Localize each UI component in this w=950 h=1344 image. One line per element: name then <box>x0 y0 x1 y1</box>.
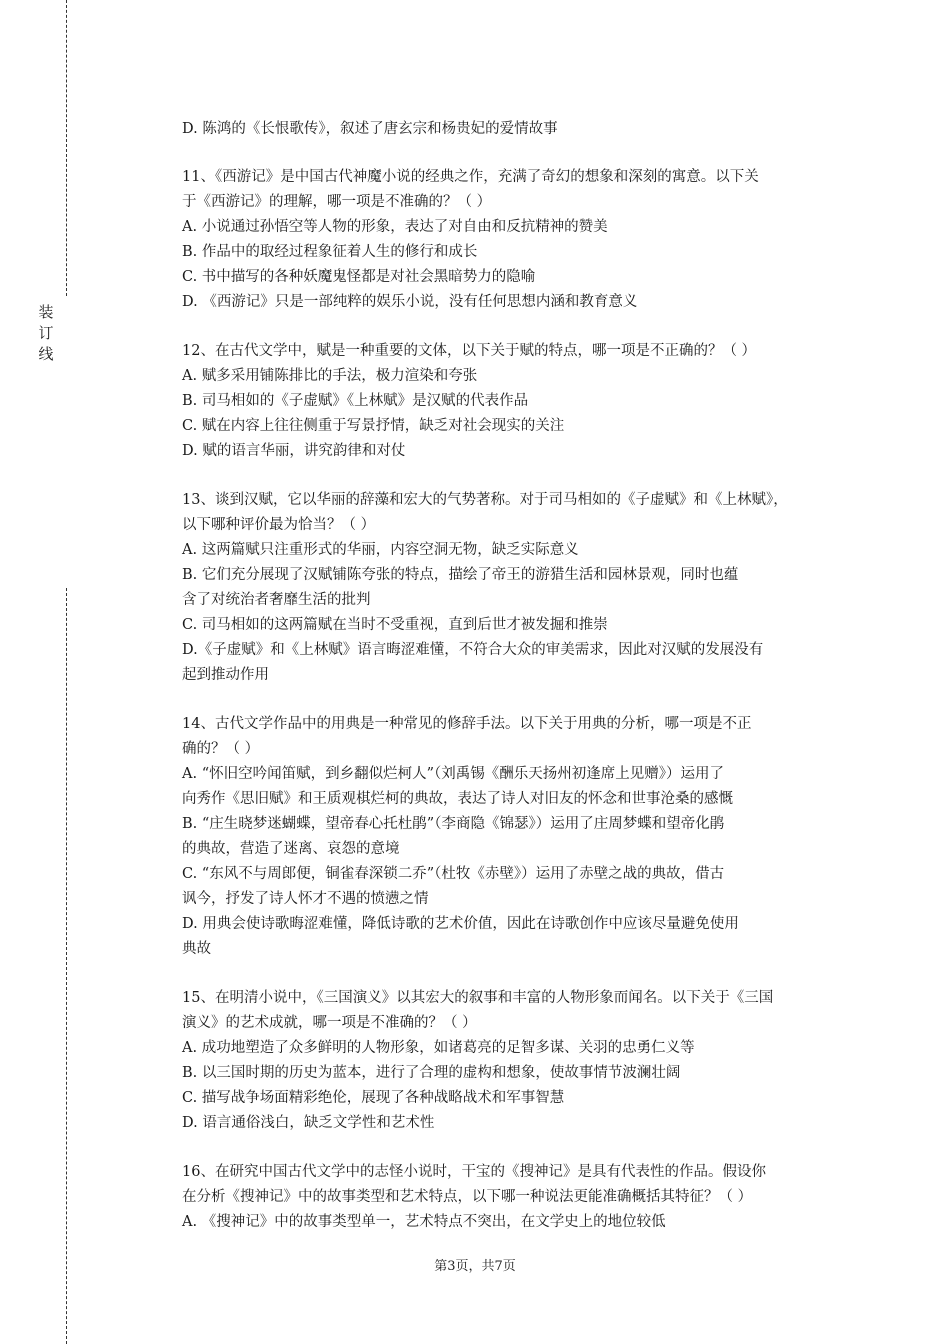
option-d: D. 语言通俗浅白，缺乏文学性和艺术性 <box>182 1115 435 1131</box>
question-10-continuation <box>182 117 854 142</box>
option-a: A. 这两篇赋只注重形式的华丽，内容空洞无物，缺乏实际意义 <box>182 542 579 558</box>
option-c: C. 赋在内容上往往侧重于写景抒情，缺乏对社会现实的关注 <box>182 418 565 434</box>
question-stem-line: 13、谈到汉赋，它以华丽的辞藻和宏大的气势著称。对于司马相如的《子虚赋》和《上林赋》， <box>182 492 788 508</box>
question-stem-line: 11、《西游记》是中国古代神魔小说的经典之作，充满了奇幻的想象和深刻的寓意。以下关 <box>182 169 759 185</box>
page-number: 第3页，共7页 <box>434 1259 516 1274</box>
option-d-continued: 起到推动作用 <box>182 667 269 683</box>
option-b: B. 作品中的取经过程象征着人生的修行和成长 <box>182 244 478 260</box>
option-c-continued: 讽今，抒发了诗人怀才不遇的愤懑之情 <box>182 891 429 907</box>
question-13 <box>182 488 854 688</box>
question-stem-line: 16、在研究中国古代文学中的志怪小说时，干宝的《搜神记》是具有代表性的作品。假设你 <box>182 1164 766 1180</box>
option-a: A. “怀旧空吟闻笛赋，到乡翻似烂柯人”（刘禹锡《酬乐天扬州初逢席上见赠》）运用了 <box>182 766 725 782</box>
question-stem-line: 12、在古代文学中，赋是一种重要的文体，以下关于赋的特点，哪一项是不正确的？（ ） <box>182 343 757 359</box>
question-11 <box>182 165 854 315</box>
option-line: D. 陈鸿的《长恨歌传》，叙述了唐玄宗和杨贵妃的爱情故事 <box>182 121 558 137</box>
binding-label: 装订线 <box>38 303 54 363</box>
option-c: C. 书中描写的各种妖魔鬼怪都是对社会黑暗势力的隐喻 <box>182 269 536 285</box>
option-a: A. 小说通过孙悟空等人物的形象，表达了对自由和反抗精神的赞美 <box>182 219 608 235</box>
option-b: B. 以三国时期的历史为蓝本，进行了合理的虚构和想象，使故事情节波澜壮阔 <box>182 1065 681 1081</box>
question-stem-line: 15、在明清小说中，《三国演义》以其宏大的叙事和丰富的人物形象而闻名。以下关于《三国 <box>182 990 774 1006</box>
binding-dashed-line-top <box>66 0 67 296</box>
question-14 <box>182 712 854 962</box>
option-d: D. 用典会使诗歌晦涩难懂，降低诗歌的艺术价值，因此在诗歌创作中应该尽量避免使用 <box>182 916 739 932</box>
option-c: C. 描写战争场面精彩绝伦，展现了各种战略战术和军事智慧 <box>182 1090 565 1106</box>
question-stem-line: 确的？（ ） <box>182 741 260 757</box>
question-12 <box>182 339 854 464</box>
option-c: C. “东风不与周郎便，铜雀春深锁二乔”（杜牧《赤壁》）运用了赤壁之战的典故，借古 <box>182 866 725 882</box>
option-d: D. 《西游记》只是一部纯粹的娱乐小说，没有任何思想内涵和教育意义 <box>182 294 638 310</box>
binding-dashed-line-bottom <box>66 588 67 1344</box>
question-stem-line: 在分析《搜神记》中的故事类型和艺术特点，以下哪一种说法更能准确概括其特征？（ ） <box>182 1189 753 1205</box>
question-16 <box>182 1160 854 1235</box>
question-stem-line: 以下哪种评价最为恰当？（ ） <box>182 517 376 533</box>
option-d: D. 赋的语言华丽，讲究韵律和对仗 <box>182 443 406 459</box>
option-b-continued: 的典故，营造了迷离、哀怨的意境 <box>182 841 400 857</box>
option-b: B. 它们充分展现了汉赋铺陈夸张的特点，描绘了帝王的游猎生活和园林景观，同时也蕴 <box>182 567 739 583</box>
option-a: A. 成功地塑造了众多鲜明的人物形象，如诸葛亮的足智多谋、关羽的忠勇仁义等 <box>182 1040 695 1056</box>
option-a: A. 赋多采用铺陈排比的手法，极力渲染和夸张 <box>182 368 478 384</box>
option-a-continued: 向秀作《思旧赋》和王质观棋烂柯的典故，表达了诗人对旧友的怀念和世事沧桑的感慨 <box>182 791 733 807</box>
option-d-continued: 典故 <box>182 941 211 957</box>
exam-content <box>182 117 854 1259</box>
option-b-continued: 含了对统治者奢靡生活的批判 <box>182 592 371 608</box>
question-15 <box>182 986 854 1136</box>
question-stem-line: 14、古代文学作品中的用典是一种常见的修辞手法。以下关于用典的分析，哪一项是不正 <box>182 716 752 732</box>
question-stem-line: 于《西游记》的理解，哪一项是不准确的？（ ） <box>182 194 492 210</box>
option-b: B. “庄生晓梦迷蝴蝶，望帝春心托杜鹃”（李商隐《锦瑟》）运用了庄周梦蝶和望帝化鹃 <box>182 816 725 832</box>
option-d: D.《子虚赋》和《上林赋》语言晦涩难懂，不符合大众的审美需求，因此对汉赋的发展没有 <box>182 642 764 658</box>
question-stem-line: 演义》的艺术成就，哪一项是不准确的？（ ） <box>182 1015 477 1031</box>
option-c: C. 司马相如的这两篇赋在当时不受重视，直到后世才被发掘和推崇 <box>182 617 608 633</box>
option-b: B. 司马相如的《子虚赋》《上林赋》是汉赋的代表作品 <box>182 393 529 409</box>
option-a: A. 《搜神记》中的故事类型单一，艺术特点不突出，在文学史上的地位较低 <box>182 1214 666 1230</box>
